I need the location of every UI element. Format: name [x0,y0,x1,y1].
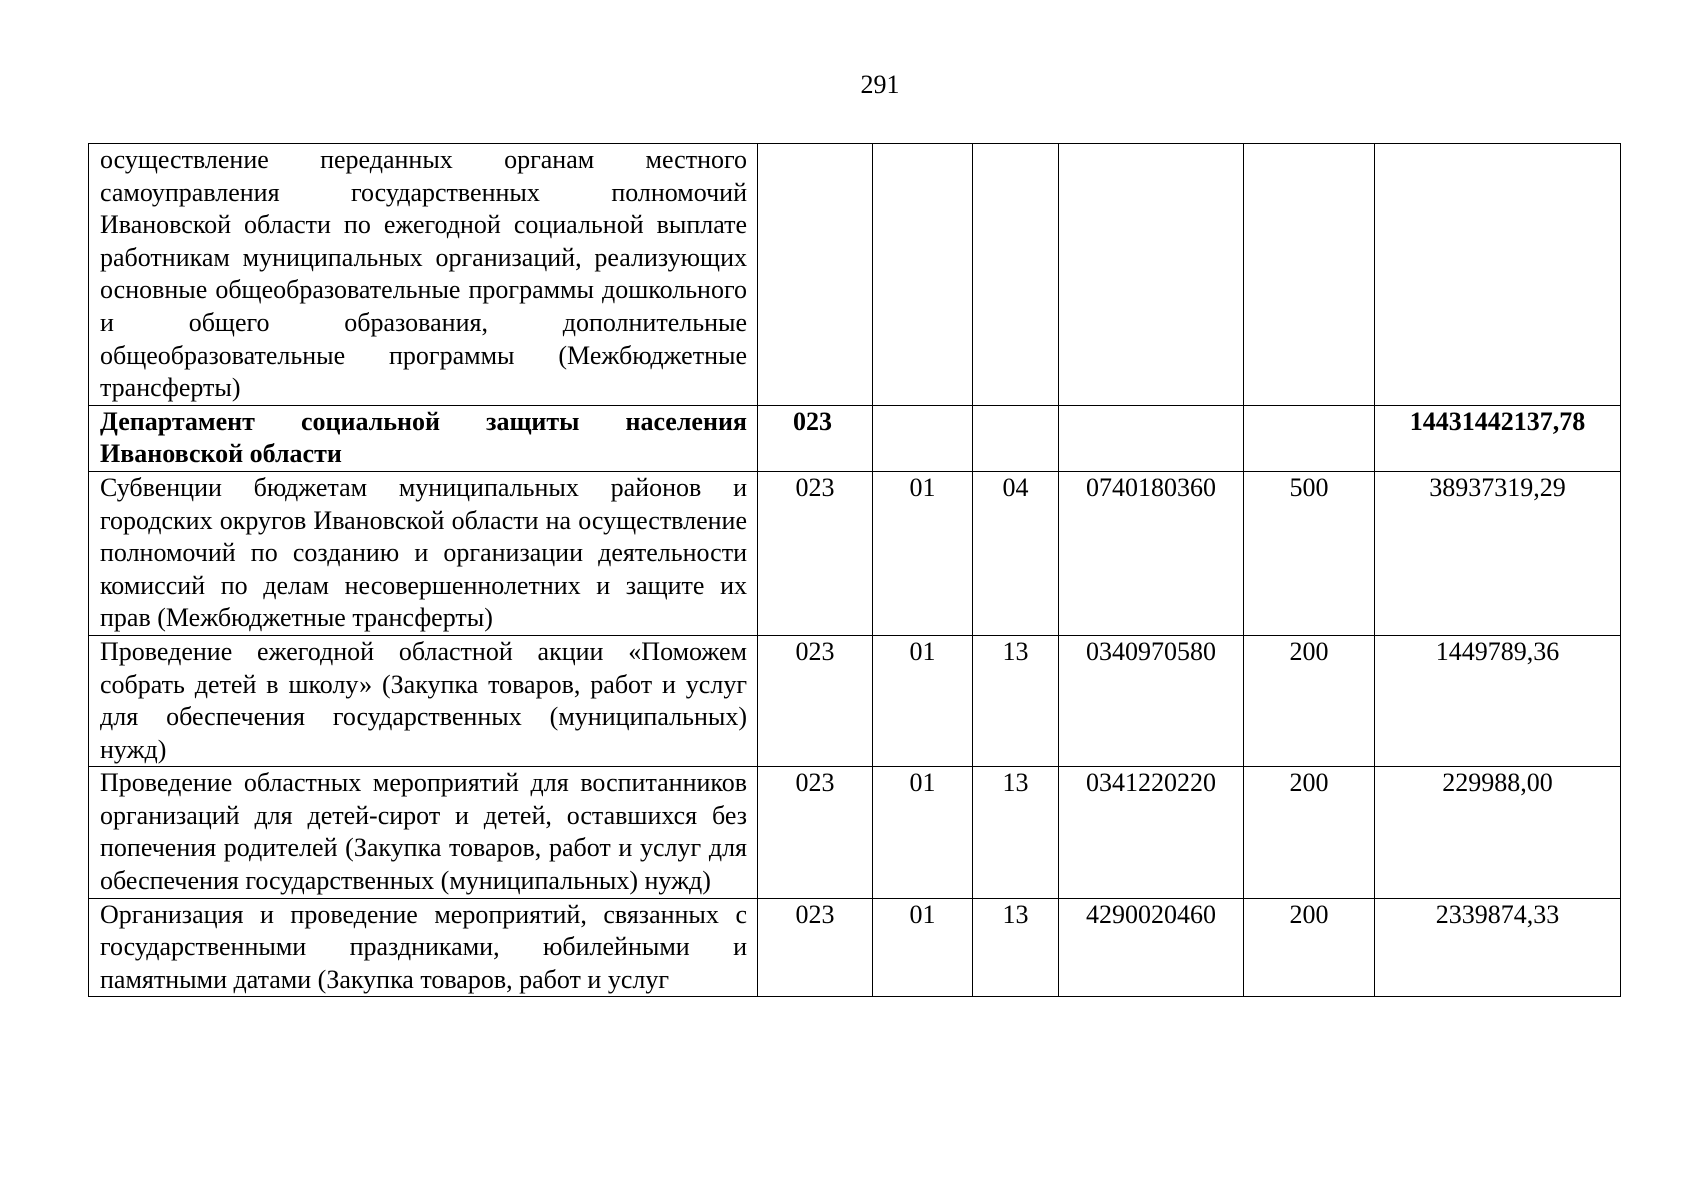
cell-description: Проведение областных мероприятий для воспитанников организаций для детей-сирот и детей, оставшихся без попечения родителей (Закупка товаров, работ и услуг для обеспечения государственных (муниципальных) нужд) [89,767,758,898]
cell-amount: 2339874,33 [1375,898,1621,997]
table-row [89,471,1621,635]
cell-target-code: 4290020460 [1059,898,1244,997]
cell-expense-type-code: 200 [1244,767,1375,898]
cell-expense-type-code: 200 [1244,898,1375,997]
cell-expense-type-code: 500 [1244,471,1375,635]
cell-target-code: 0341220220 [1059,767,1244,898]
cell-expense-type-code: 200 [1244,635,1375,766]
cell-description: осуществление переданных органам местного самоуправления государственных полномочий Ивановской области по ежегодной социальной выплате работникам муниципальных организаций, реализующих основные общеобразовательные программы дошкольного и общего образования, дополнительные общеобразовательные программы (Межбюджетные трансферты) [89,144,758,406]
cell-subsection-code: 13 [973,767,1059,898]
cell-amount: 14431442137,78 [1375,405,1621,471]
table-row [89,144,1621,406]
table-row [89,767,1621,898]
cell-target-code: 0740180360 [1059,471,1244,635]
cell-subsection-code [973,405,1059,471]
cell-section-code: 01 [873,635,973,766]
cell-target-code [1059,405,1244,471]
cell-ministry-code [758,144,873,406]
cell-ministry-code: 023 [758,405,873,471]
cell-subsection-code: 13 [973,635,1059,766]
budget-table [88,143,1621,997]
cell-ministry-code: 023 [758,635,873,766]
cell-section-code: 01 [873,898,973,997]
cell-description: Департамент социальной защиты населения Ивановской области [89,405,758,471]
cell-description: Организация и проведение мероприятий, связанных с государственными праздниками, юбилейными и памятными датами (Закупка товаров, работ и услуг [89,898,758,997]
cell-target-code [1059,144,1244,406]
cell-amount [1375,144,1621,406]
table-body [89,144,1621,997]
table-row [89,635,1621,766]
cell-target-code: 0340970580 [1059,635,1244,766]
cell-section-code: 01 [873,767,973,898]
cell-description: Субвенции бюджетам муниципальных районов и городских округов Ивановской области на осуществление полномочий по созданию и организации деятельности комиссий по делам несовершеннолетних и защите их прав (Межбюджетные трансферты) [89,471,758,635]
table-row [89,405,1621,471]
cell-subsection-code: 04 [973,471,1059,635]
cell-amount: 229988,00 [1375,767,1621,898]
cell-expense-type-code [1244,405,1375,471]
cell-ministry-code: 023 [758,471,873,635]
cell-subsection-code [973,144,1059,406]
cell-ministry-code: 023 [758,767,873,898]
cell-section-code [873,144,973,406]
cell-subsection-code: 13 [973,898,1059,997]
cell-section-code: 01 [873,471,973,635]
cell-description: Проведение ежегодной областной акции «Поможем собрать детей в школу» (Закупка товаров, работ и услуг для обеспечения государственных (муниципальных) нужд) [89,635,758,766]
cell-ministry-code: 023 [758,898,873,997]
cell-section-code [873,405,973,471]
cell-amount: 38937319,29 [1375,471,1621,635]
cell-amount: 1449789,36 [1375,635,1621,766]
cell-expense-type-code [1244,144,1375,406]
table-row [89,898,1621,997]
page-number: 291 [860,70,900,99]
